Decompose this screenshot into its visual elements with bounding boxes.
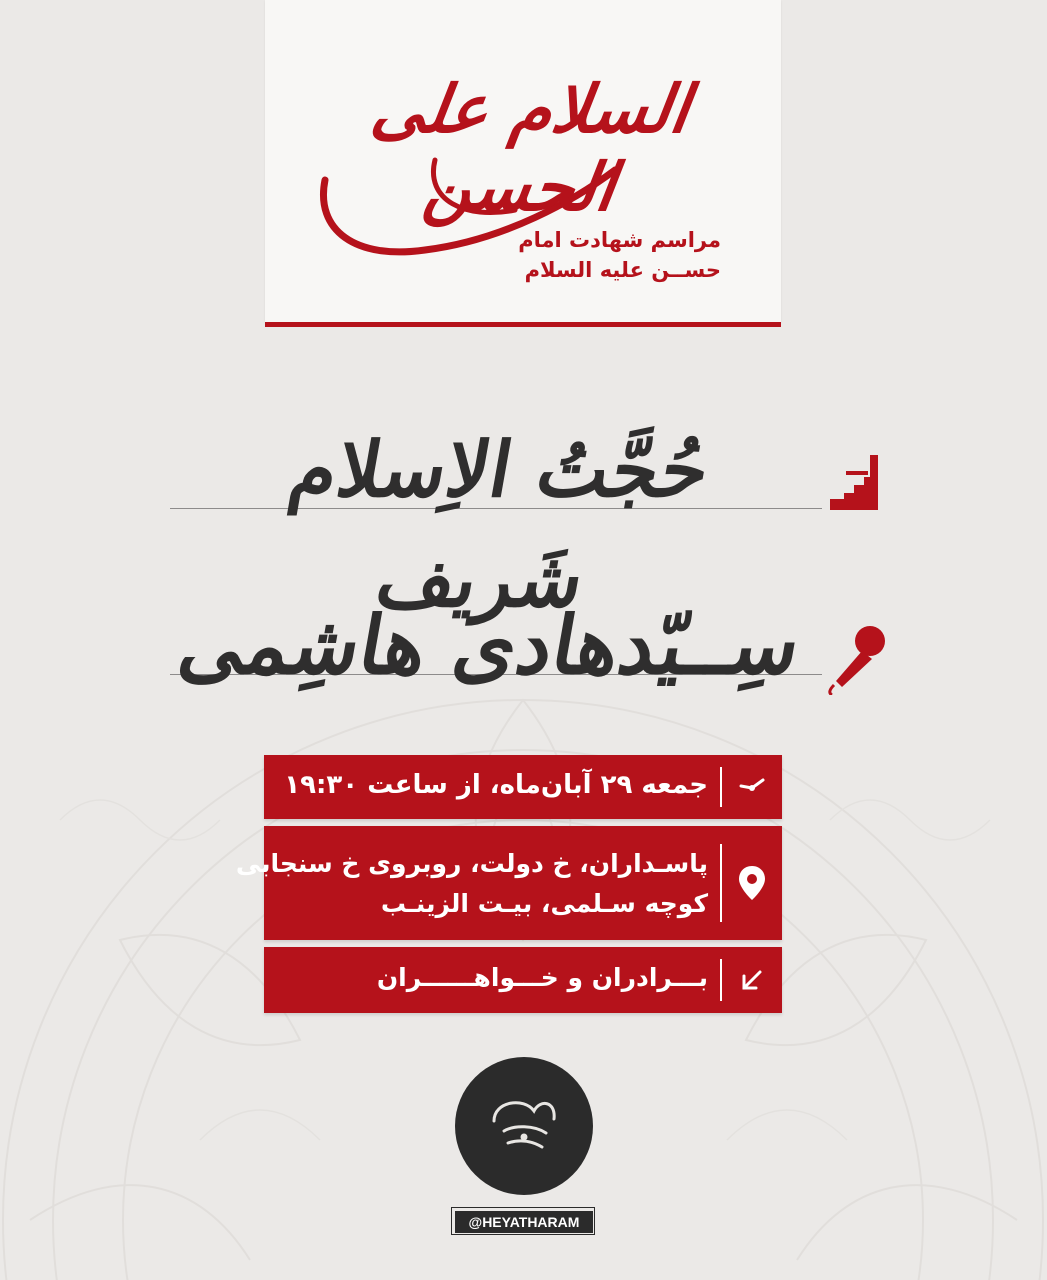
date-box: [264, 755, 782, 819]
pulpit-icon: [830, 455, 878, 510]
subtitle-line-1: مراسم شهادت امام: [518, 228, 721, 252]
separator: [720, 767, 722, 807]
event-date: جمعه ۲۹ آبان‌ماه، از ساعت ۱۹:۳۰: [284, 770, 708, 800]
speaker-name-line-1: حُجَّتُ الاِسلام شَریف: [283, 425, 717, 624]
address-box: [235, 826, 782, 940]
audience-box: [264, 947, 782, 1013]
address-line-1: پاسـداران، خ دولت، روبروی خ سنجابی: [235, 849, 708, 878]
event-address: [236, 844, 708, 924]
location-pin-icon: [722, 826, 782, 940]
instagram-handle[interactable]: @HEYATHARAM: [455, 1211, 593, 1233]
separator: [720, 959, 722, 1001]
header-calligraphy-title: السلام علی الحسن: [366, 70, 695, 226]
heyat-logo: [455, 1057, 593, 1195]
header-subtitle: [481, 225, 721, 285]
header-accent-bar: [265, 322, 781, 327]
address-line-2: کوچه سـلمی، بیـت الزینـب: [380, 889, 708, 918]
speaker-name-line-2: سِــیّدهادی هاشِمی: [172, 598, 808, 692]
microphone-icon: [826, 625, 886, 695]
header-card: [265, 0, 781, 322]
event-audience: بـــرادران و خـــواهــــــران: [376, 963, 708, 992]
clock-icon: [722, 755, 782, 819]
separator: [720, 844, 722, 922]
arrow-icon: [722, 947, 782, 1013]
subtitle-line-2: حســن علیه السلام: [524, 258, 721, 282]
